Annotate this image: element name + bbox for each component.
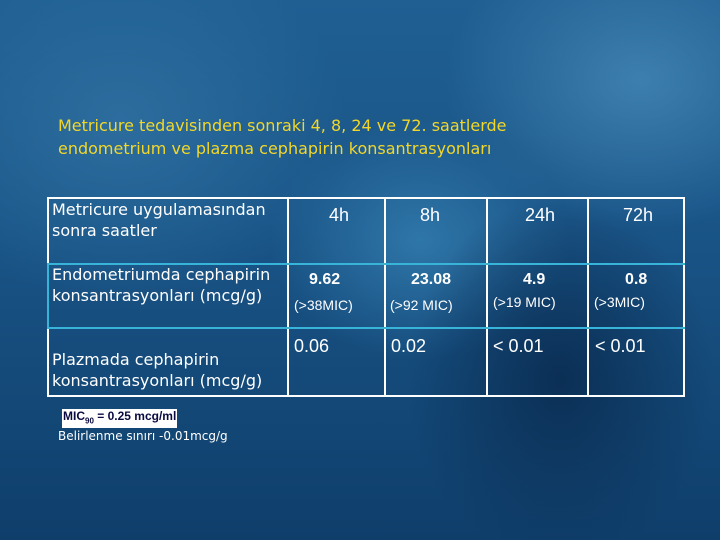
column-divider (486, 197, 488, 397)
table-border-right (683, 197, 685, 397)
mic-subscript: 90 (85, 416, 94, 426)
endometrium-value-8h: 23.08 (411, 271, 452, 288)
endometrium-value-4h: 9.62 (309, 271, 341, 288)
endometrium-mic-24h: (>19 MIC) (493, 294, 556, 310)
plasma-value-4h: 0.06 (294, 336, 330, 356)
row-separator (47, 327, 685, 329)
endometrium-value-72h: 0.8 (625, 271, 648, 288)
plasma-value-8h: 0.02 (391, 336, 427, 356)
column-divider (587, 197, 589, 397)
title-line-1: Metricure tedavisinden sonraki 4, 8, 24 ve 72. saatlerde (58, 116, 507, 135)
row-header-line: konsantrasyonları (mcg/g) (52, 286, 263, 305)
row-header-endometrium (47, 264, 292, 306)
row-header-line: Plazmada cephapirin (52, 350, 220, 369)
table-border-bottom (47, 395, 685, 397)
slide-title (58, 114, 698, 160)
endometrium-mic-4h: (>38MIC) (294, 297, 353, 313)
detection-limit-note: Belirlenme sınırı -0.01mcg/g (58, 429, 228, 443)
header-cell-4h: 4h (329, 205, 350, 225)
row-header-plasma (47, 349, 287, 391)
column-divider (384, 197, 386, 397)
concentration-table (47, 197, 685, 397)
row-header-line: konsantrasyonları (mcg/g) (52, 371, 263, 390)
plasma-value-24h: < 0.01 (493, 336, 544, 356)
endometrium-value-24h: 4.9 (523, 271, 546, 288)
mic90-note (62, 409, 177, 428)
title-line-2: endometrium ve plazma cephapirin konsantrasyonları (58, 139, 492, 158)
mic-label: MIC (63, 409, 85, 423)
mic-value: = 0.25 mcg/ml (93, 409, 177, 423)
row-header-hours (47, 199, 287, 241)
endometrium-mic-72h: (>3MIC) (594, 294, 645, 310)
plasma-value-72h: < 0.01 (595, 336, 646, 356)
header-cell-72h: 72h (623, 205, 654, 225)
header-cell-8h: 8h (420, 205, 441, 225)
row-header-line: Endometriumda cephapirin (52, 265, 271, 284)
endometrium-mic-8h: (>92 MIC) (390, 297, 453, 313)
row-header-line: Metricure uygulamasından (52, 200, 266, 219)
row-header-line: sonra saatler (52, 221, 157, 240)
header-cell-24h: 24h (525, 205, 556, 225)
